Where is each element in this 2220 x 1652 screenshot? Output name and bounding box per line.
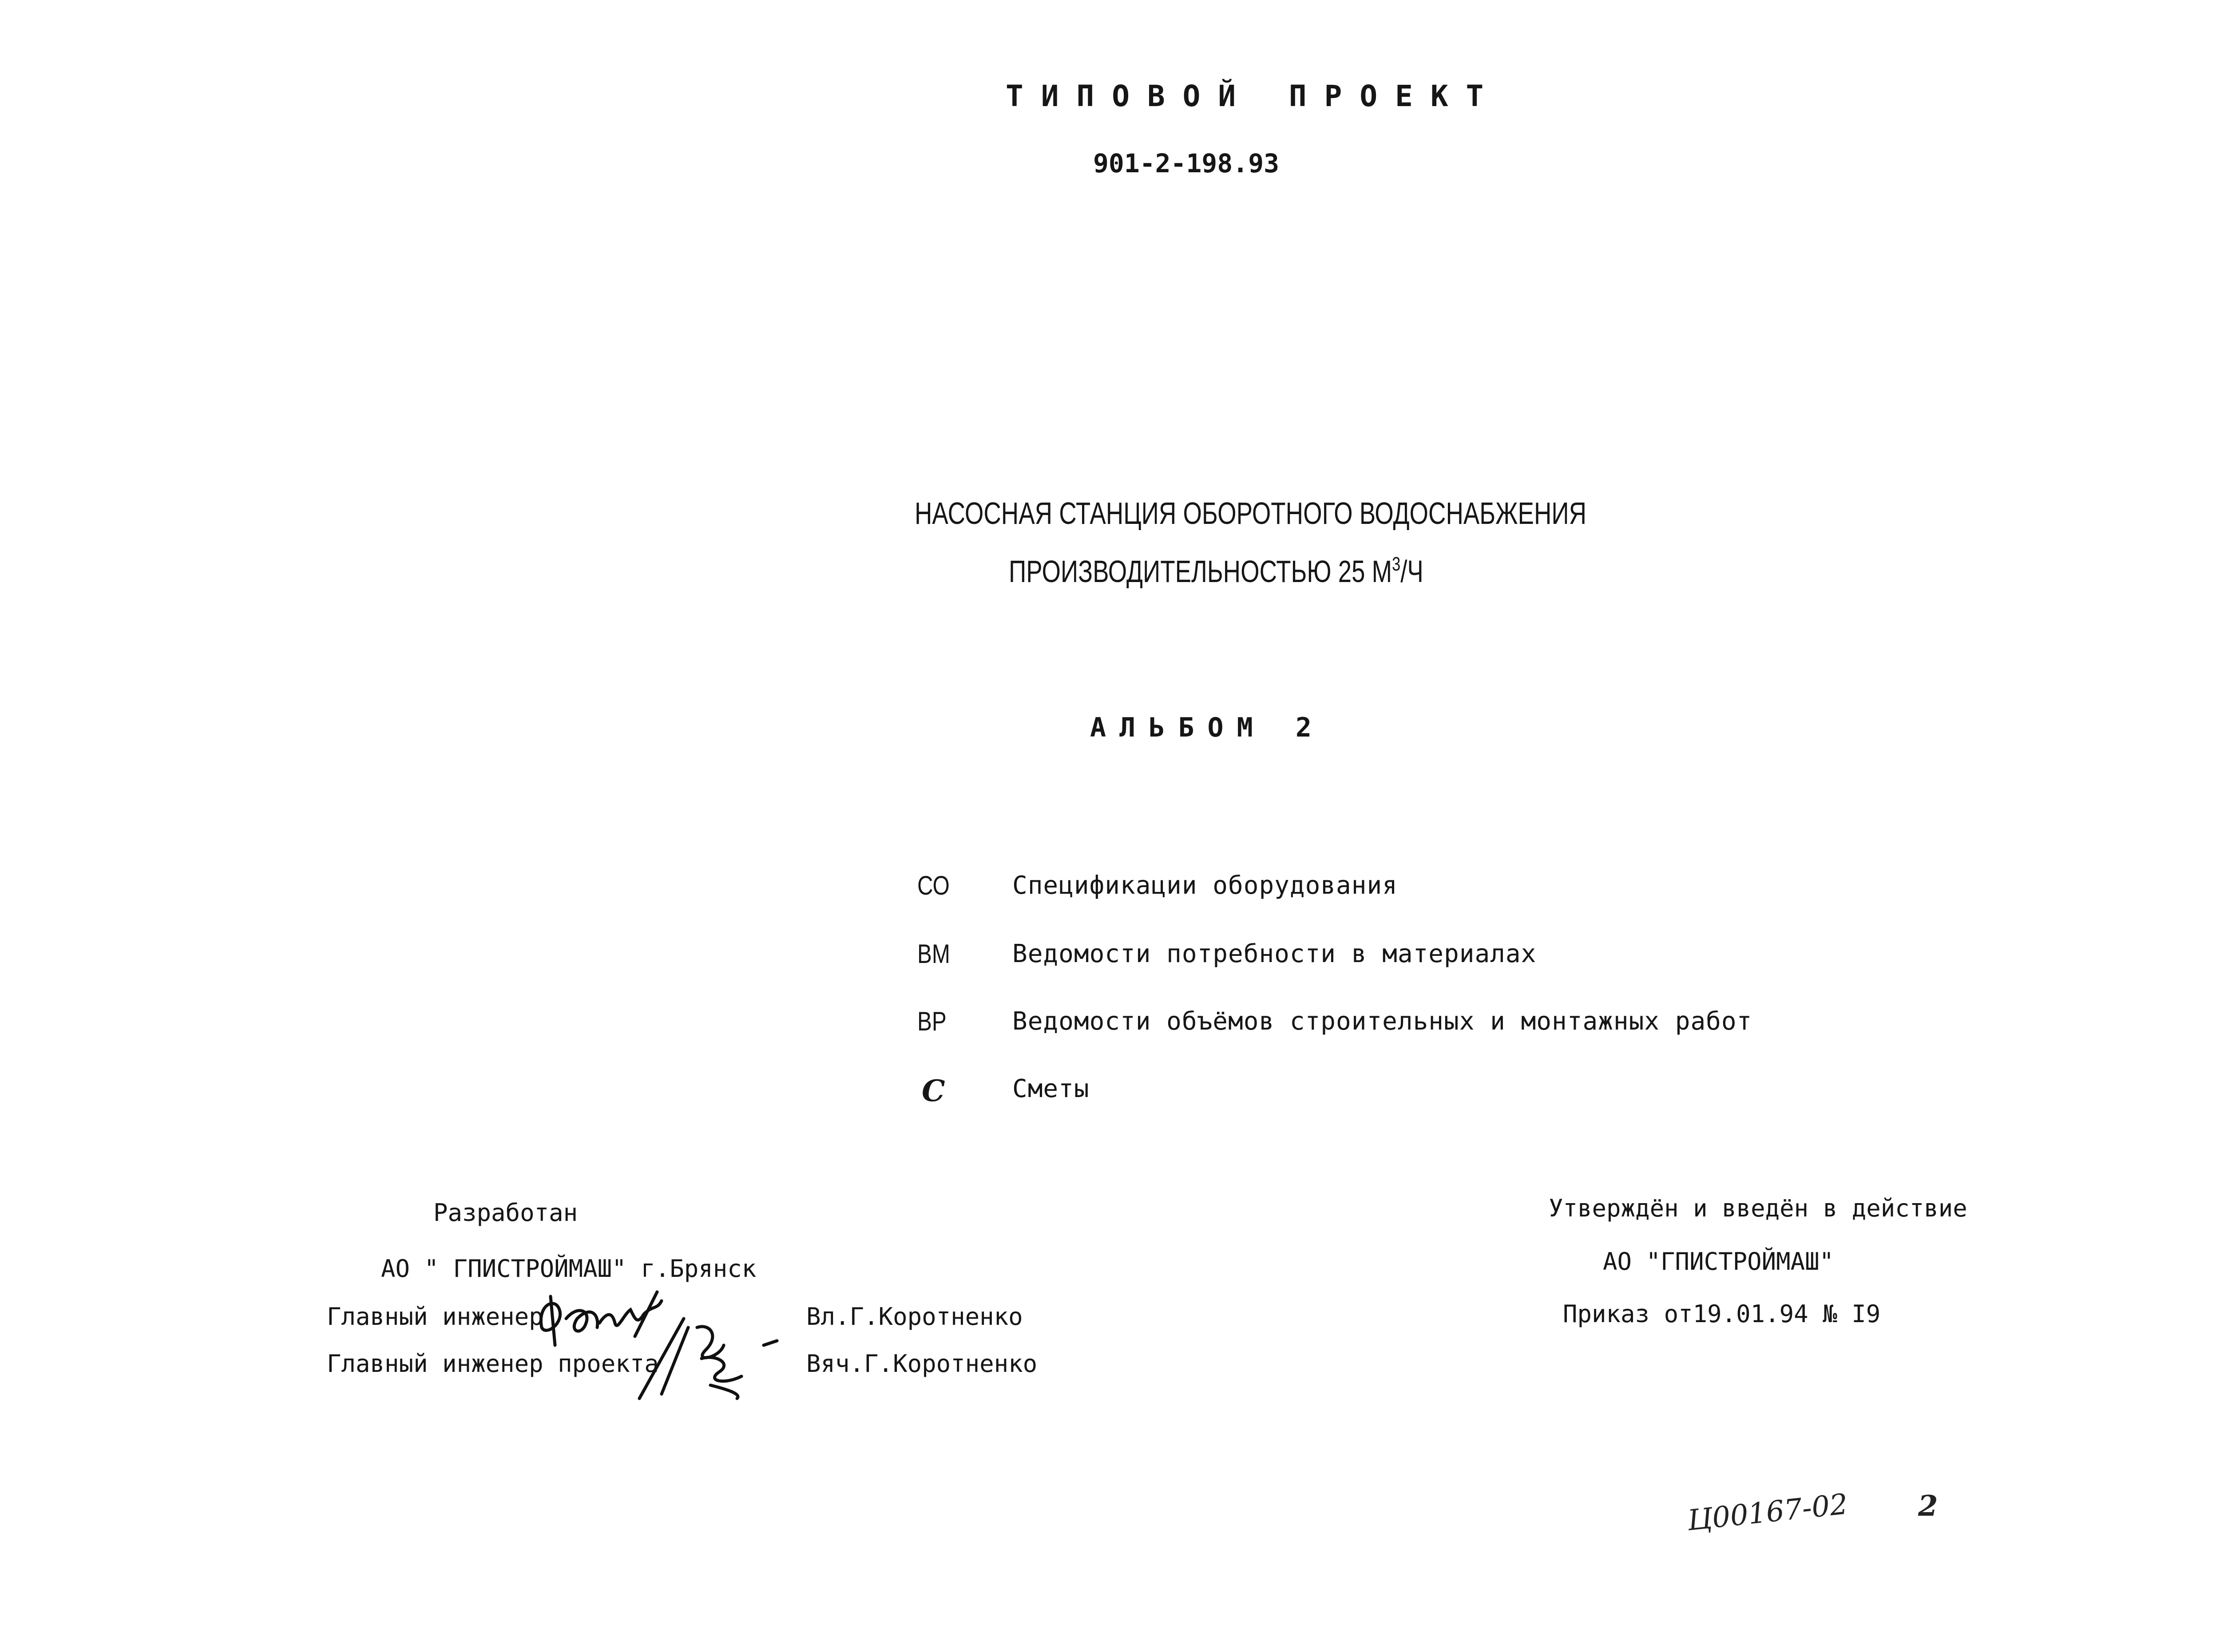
chief-engineer-name: Вл.Г.Коротненко: [806, 1303, 1023, 1331]
contents-code-co: [917, 870, 957, 901]
approval-order-number: I9: [1851, 1300, 1881, 1328]
sheet-number: 2: [1918, 1490, 1938, 1523]
contents-desc-vm: Ведомости потребности в материалах: [1012, 939, 1537, 968]
contents-code-co-text: СО: [917, 871, 950, 900]
chief-project-engineer-signature: [630, 1310, 790, 1407]
contents-code-vr-text: ВР: [917, 1006, 947, 1036]
project-title-line-2-text: [1009, 553, 1423, 589]
approval-order-label: Приказ от: [1563, 1300, 1693, 1328]
capacity-exponent: 3: [1392, 553, 1401, 575]
contents-desc-co: Спецификации оборудования: [1012, 871, 1398, 900]
developer-organization: АО " ГПИСТРОЙМАШ" г.Брянск: [381, 1255, 757, 1283]
contents-desc-vr: Ведомости объёмов строительных и монтажных работ: [1012, 1007, 1752, 1036]
approval-order-number-label: №: [1823, 1300, 1837, 1328]
album-label: АЛЬБОМ 2: [1090, 712, 1325, 743]
contents-code-c: С: [922, 1074, 945, 1108]
chief-project-engineer-label: Главный инженер проекта: [327, 1350, 659, 1378]
project-title-line-1: [915, 495, 1776, 531]
contents-code-vr: [917, 1006, 953, 1037]
approver-organization: АО "ГПИСТРОЙМАШ": [1603, 1248, 1834, 1276]
approved-label: Утверждён и введён в действие: [1549, 1194, 1967, 1222]
document-type-title: ТИПОВОЙ ПРОЕКТ: [1006, 79, 1502, 113]
capacity-text: ПРОИЗВОДИТЕЛЬНОСТЬЮ 25 М: [1009, 554, 1392, 589]
approval-order-date: 19.01.94: [1693, 1300, 1808, 1328]
project-title-line-1-text: НАСОСНАЯ СТАНЦИЯ ОБОРОТНОГО ВОДОСНАБЖЕНИЯ: [915, 496, 1587, 531]
project-title-line-2: [1009, 553, 1540, 589]
project-number: 901-2-198.93: [1093, 148, 1280, 178]
capacity-unit-suffix: /Ч: [1400, 554, 1423, 589]
contents-desc-c: Сметы: [1012, 1074, 1090, 1103]
contents-code-vm: [917, 939, 957, 969]
chief-project-engineer-name: Вяч.Г.Коротненко: [806, 1350, 1038, 1378]
contents-code-vm-text: ВМ: [917, 939, 950, 969]
approval-order: [1563, 1300, 1880, 1328]
inventory-code: Ц00167-02: [1686, 1488, 1850, 1537]
developed-label: Разработан: [433, 1199, 578, 1227]
chief-engineer-label: Главный инженер: [327, 1303, 543, 1331]
